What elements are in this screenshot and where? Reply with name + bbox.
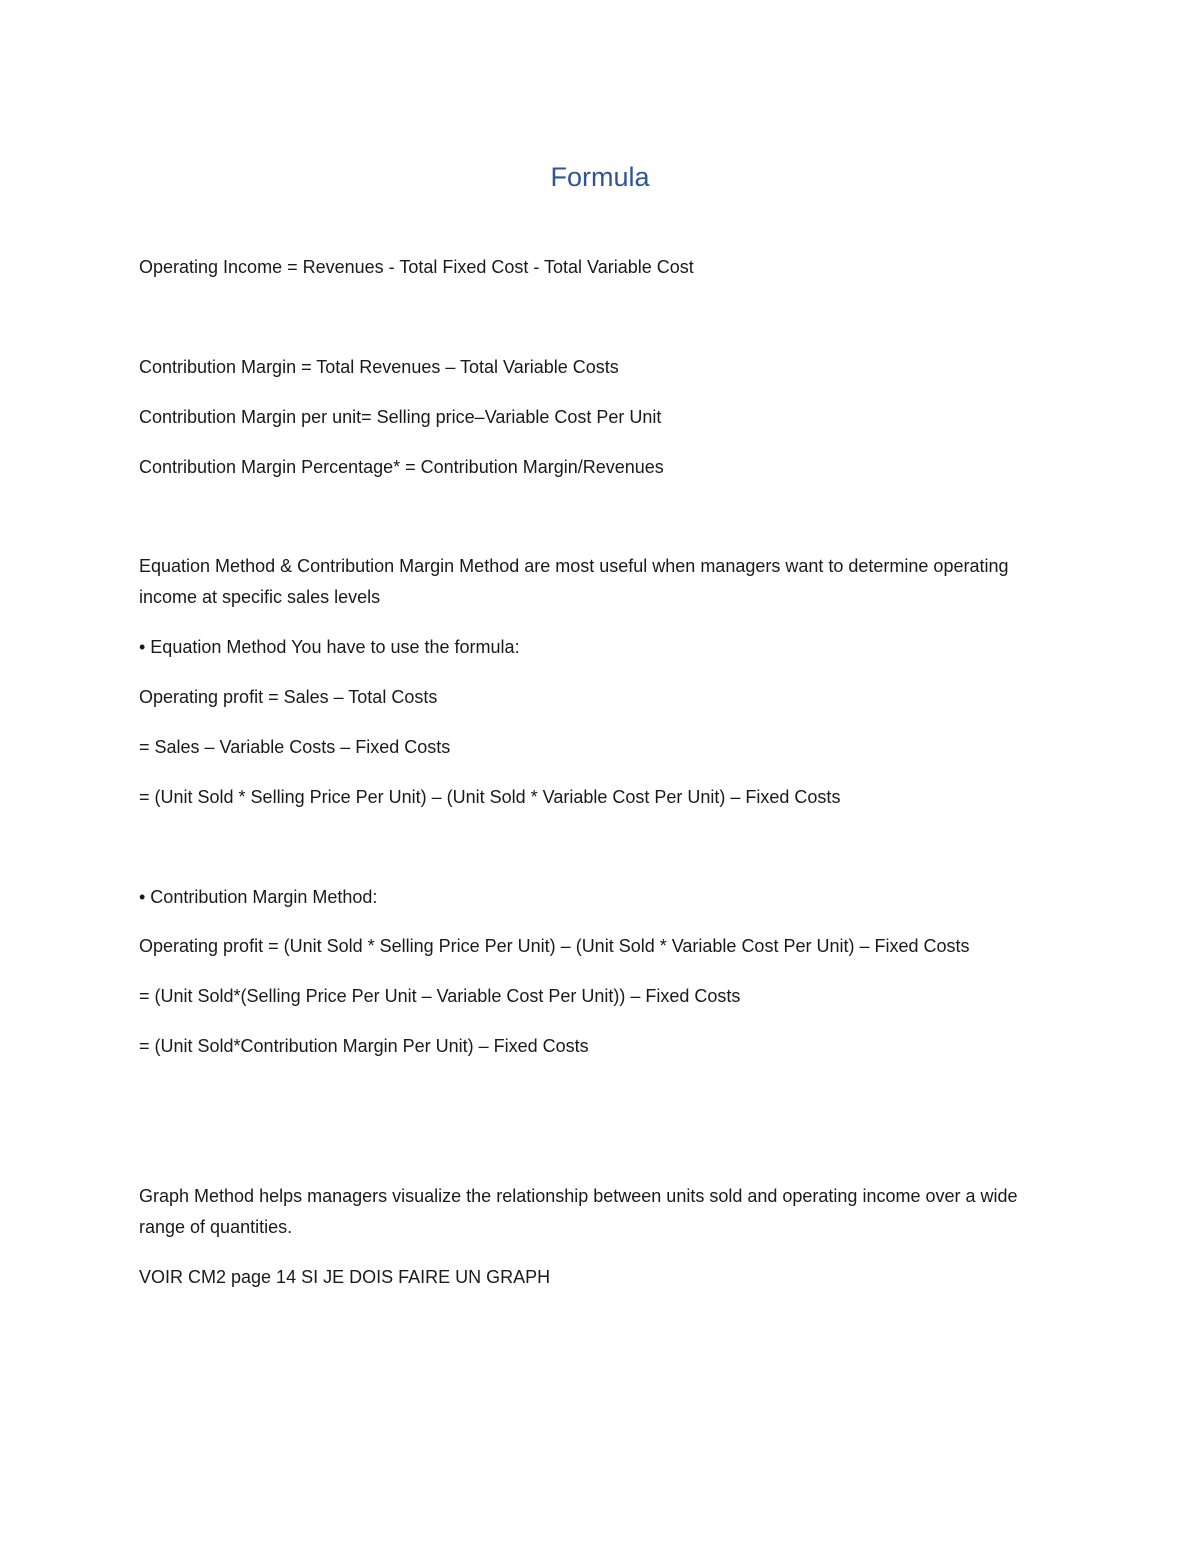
equation-method-bullet: • Equation Method You have to use the formula: — [139, 637, 520, 657]
contribution-margin-formula: Contribution Margin = Total Revenues – Total Variable Costs — [139, 357, 619, 377]
contribution-margin-per-unit-formula: Contribution Margin per unit= Selling price–Variable Cost Per Unit — [139, 407, 662, 427]
equation-line: Operating profit = Sales – Total Costs — [139, 687, 438, 707]
contribution-method-bullet: • Contribution Margin Method: — [139, 887, 378, 907]
contribution-margin-percentage-formula: Contribution Margin Percentage* = Contribution Margin/Revenues — [139, 457, 664, 477]
graph-method-intro: Graph Method helps managers visualize the relationship between units sold and operating income over a wide range of quantities. — [139, 1186, 1018, 1237]
equation-method-intro: Equation Method & Contribution Margin Method are most useful when managers want to determine operating income at specific sales levels — [139, 556, 1009, 607]
equation-line: = (Unit Sold * Selling Price Per Unit) – (Unit Sold * Variable Cost Per Unit) – Fixed Costs — [139, 787, 841, 807]
page-title: Formula — [550, 162, 650, 192]
contribution-method-line: = (Unit Sold*(Selling Price Per Unit – Variable Cost Per Unit)) – Fixed Costs — [139, 986, 741, 1006]
equation-line: = Sales – Variable Costs – Fixed Costs — [139, 737, 451, 757]
contribution-method-line: = (Unit Sold*Contribution Margin Per Unit) – Fixed Costs — [139, 1036, 589, 1056]
graph-note: VOIR CM2 page 14 SI JE DOIS FAIRE UN GRAPH — [139, 1267, 551, 1287]
contribution-method-line: Operating profit = (Unit Sold * Selling Price Per Unit) – (Unit Sold * Variable Cost Per Unit) – Fixed Costs — [139, 936, 970, 956]
operating-income-formula: Operating Income = Revenues - Total Fixed Cost - Total Variable Cost — [139, 257, 694, 277]
